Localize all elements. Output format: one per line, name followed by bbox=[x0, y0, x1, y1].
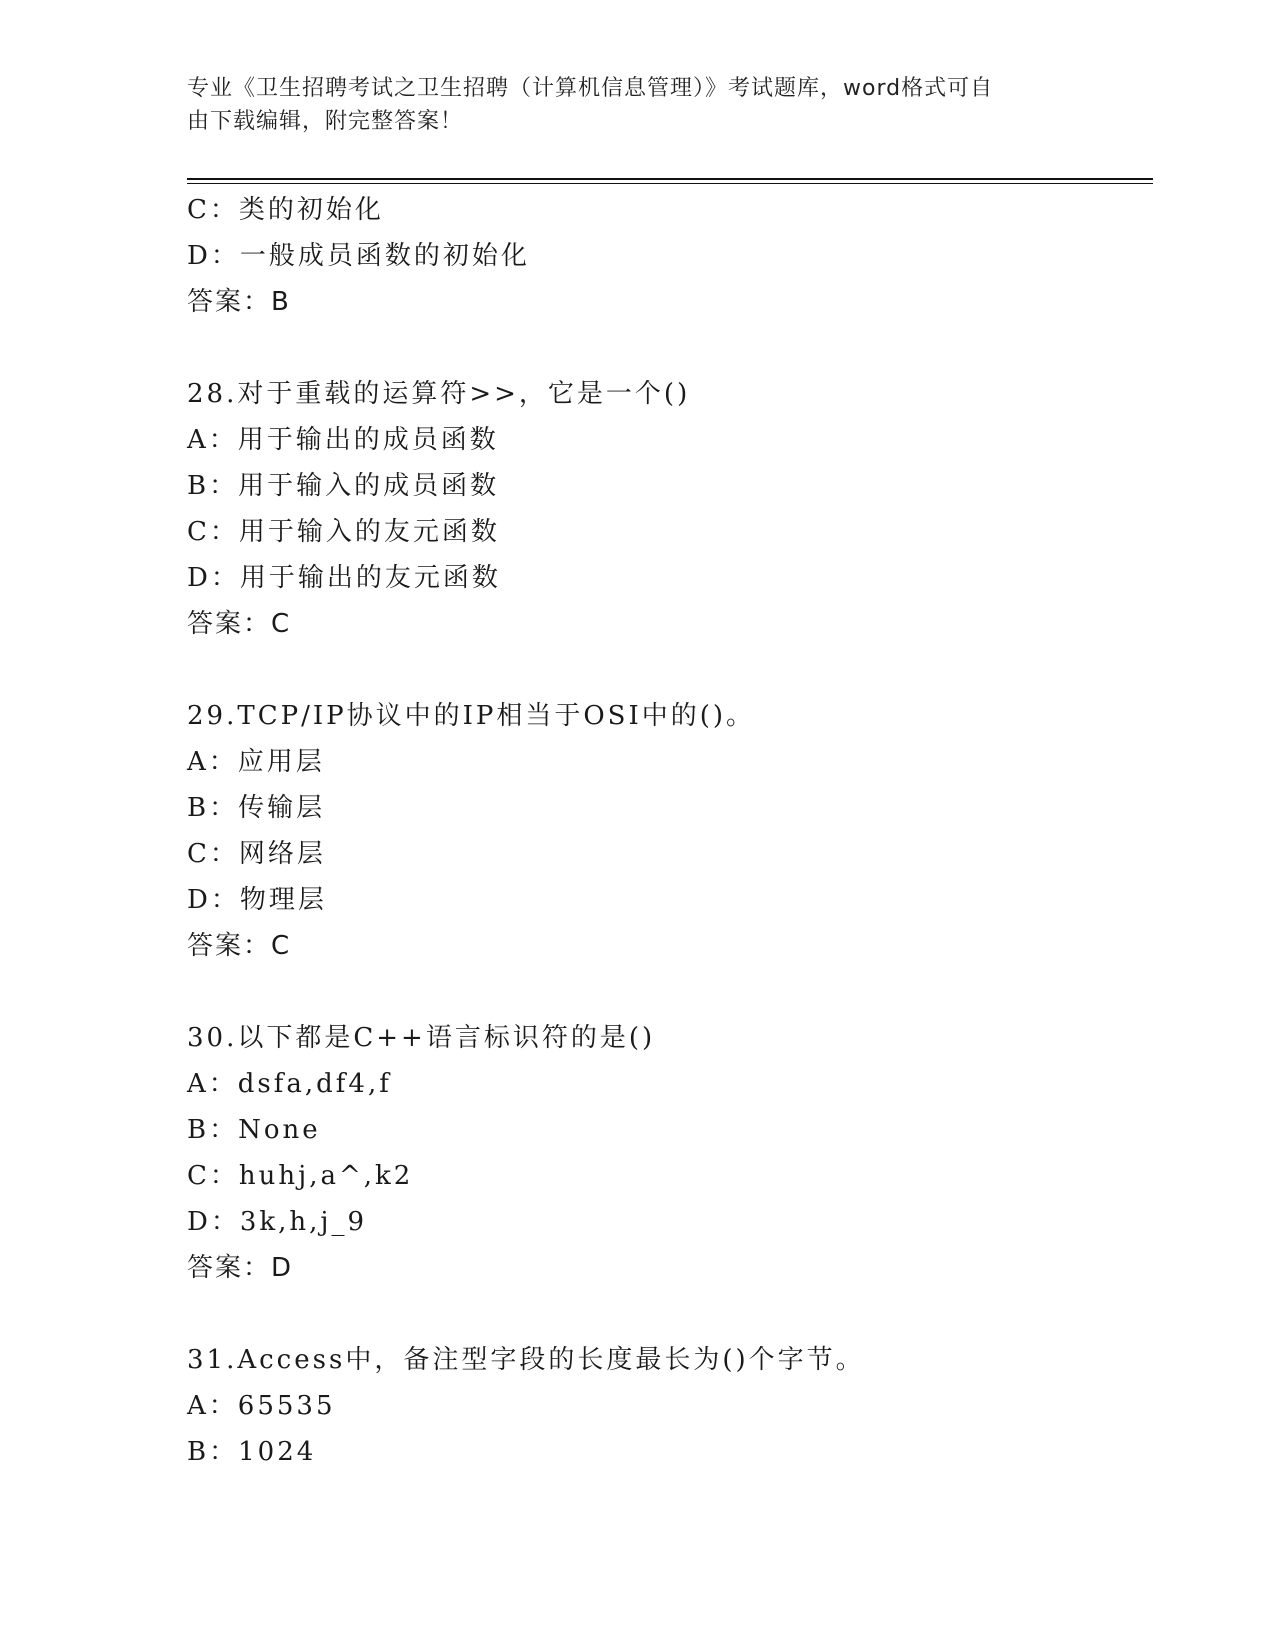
question-30-answer: 答案：D bbox=[187, 1253, 294, 1283]
spacer bbox=[187, 969, 1153, 1015]
question-28-option-d: D：用于输出的友元函数 bbox=[187, 563, 501, 593]
document-header bbox=[187, 72, 1067, 138]
question-29-option-a: A：应用层 bbox=[187, 747, 325, 777]
spacer bbox=[187, 1291, 1153, 1337]
question-list bbox=[187, 187, 1153, 1475]
header-line-2: 由下载编辑，附完整答案！ bbox=[187, 109, 464, 134]
question-30-option-c: C：huhj,a^,k2 bbox=[187, 1161, 414, 1191]
prev-option-c: C：类的初始化 bbox=[187, 195, 384, 225]
question-29-option-c: C：网络层 bbox=[187, 839, 326, 869]
question-29-stem: 29.TCP/IP协议中的IP相当于OSI中的()。 bbox=[187, 701, 756, 731]
question-28-stem: 28.对于重载的运算符>>，它是一个() bbox=[187, 379, 691, 409]
question-31-option-b: B：1024 bbox=[187, 1437, 317, 1467]
question-29-option-b: B：传输层 bbox=[187, 793, 326, 823]
question-30-option-d: D：3k,h,j_9 bbox=[187, 1207, 368, 1237]
header-line-1: 专业《卫生招聘考试之卫生招聘（计算机信息管理）》考试题库，word格式可自 bbox=[187, 76, 994, 101]
header-divider-thick bbox=[187, 178, 1153, 180]
question-28-option-a: A：用于输出的成员函数 bbox=[187, 425, 499, 455]
question-31-option-a: A：65535 bbox=[187, 1391, 336, 1421]
question-28-answer: 答案：C bbox=[187, 609, 292, 639]
question-29-answer: 答案：C bbox=[187, 931, 292, 961]
spacer bbox=[187, 325, 1153, 371]
header-divider-thin bbox=[187, 183, 1153, 184]
question-30-stem: 30.以下都是C++语言标识符的是() bbox=[187, 1023, 656, 1053]
question-30-option-a: A：dsfa,df4,f bbox=[187, 1069, 392, 1099]
prev-answer: 答案：B bbox=[187, 287, 291, 317]
question-30-option-b: B：None bbox=[187, 1115, 321, 1145]
spacer bbox=[187, 647, 1153, 693]
question-31-stem: 31.Access中，备注型字段的长度最长为()个字节。 bbox=[187, 1345, 865, 1375]
question-28-option-c: C：用于输入的友元函数 bbox=[187, 517, 500, 547]
question-28-option-b: B：用于输入的成员函数 bbox=[187, 471, 500, 501]
question-29-option-d: D：物理层 bbox=[187, 885, 327, 915]
prev-option-d: D：一般成员函数的初始化 bbox=[187, 241, 530, 271]
